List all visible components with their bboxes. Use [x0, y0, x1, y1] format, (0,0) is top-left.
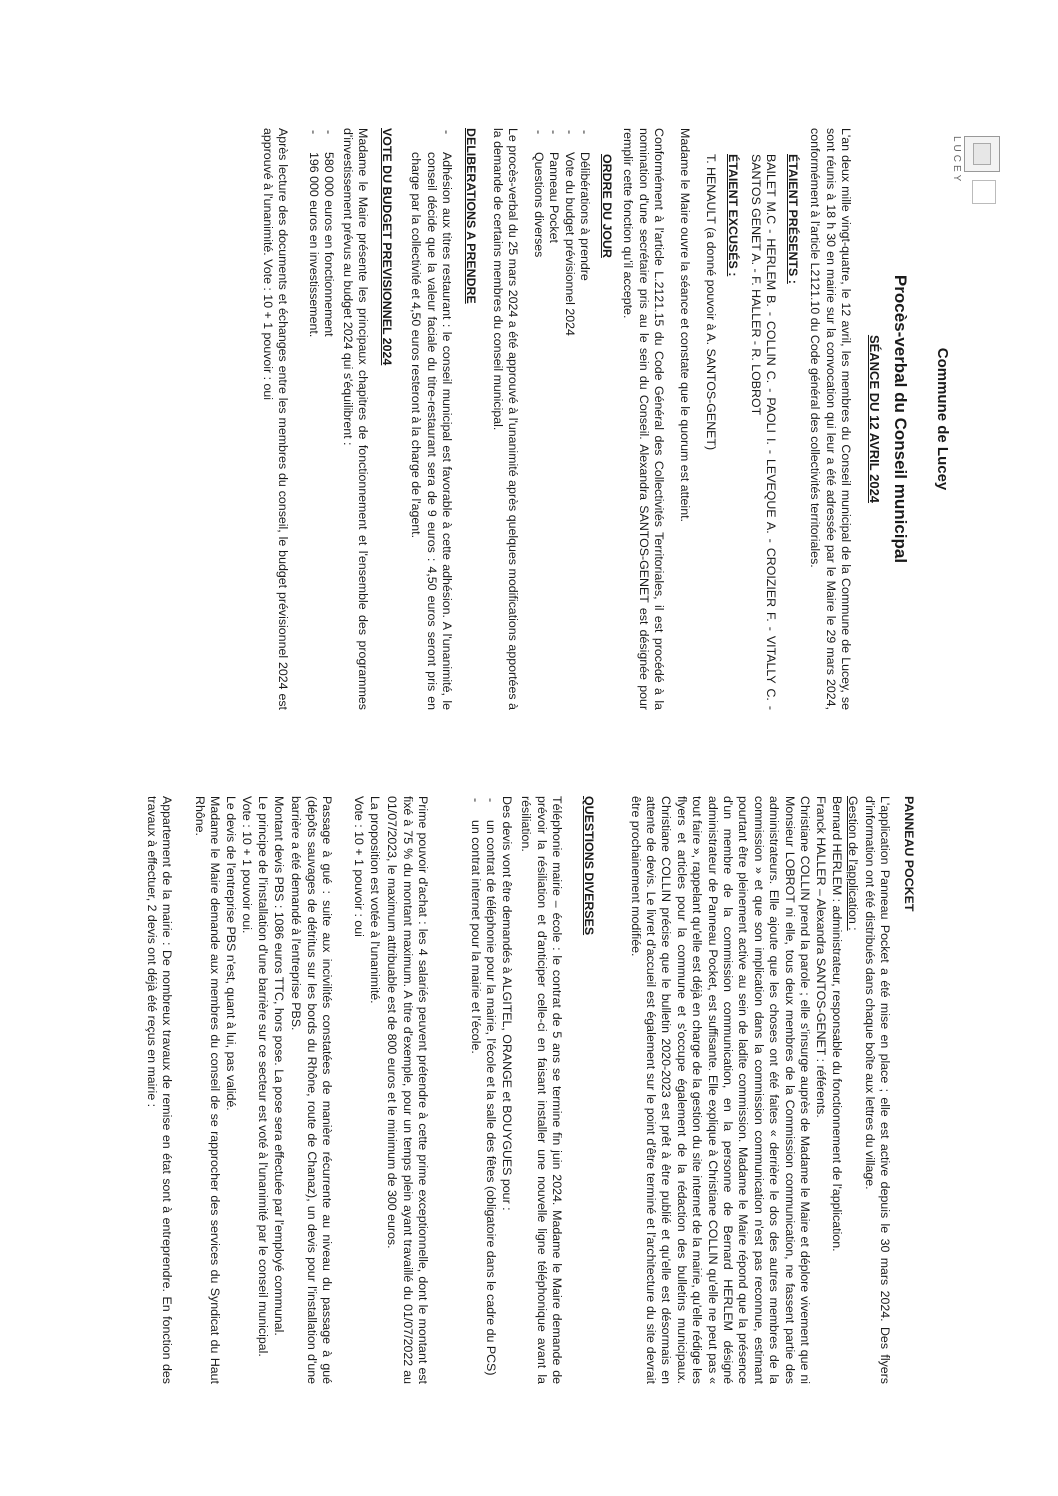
ordre-list	[530, 128, 592, 688]
ordre-heading: ORDRE DU JOUR	[600, 154, 614, 258]
passage-devis: Montant devis PBS : 1086 euros TTC, hors pose. La pose sera effectuée par l'employé communal.	[272, 796, 286, 1336]
gestion-referents: Franck HALLER – Alexandra SANTOS-GENET : référents.	[814, 796, 828, 1118]
panneau-heading: PANNEAU POCKET	[902, 796, 916, 912]
collin-paragraph: Christiane COLLIN prend la parole ; elle s'insurge auprès de Madame le Maire et déplore vivement que ni Monsieur LOBROT ni elle, tous deux membres de la Commission communication, ne fassent partie des administrateurs. Elle ajoute que les choses ont été faites « derrière le dos des autres membres de la commission » et que son implication dans la commission communication n'est pas reconnue, estimant pourtant être pleinement active au sein de ladite commission. Madame le Maire répond que la présence d'un membre de la commission communication, en la personne de Bernard HERLEM désigné administrateur de Panneau Pocket, est suffisante. Elle explique à Christiane COLLIN qu'elle ne peut pas « tout faire », rappelant qu'elle est déjà en charge de la gestion du site internet de la mairie, qu'elle rédige les flyers et articles pour la commune et s'occupe également de la rédaction des bulletins municipaux. Christiane COLLIN précise que le bulletin 2020-2023 est prêt à être publié et qu'elle est désormais en attente de devis. Le livret d'accueil est également sur le point d'être terminé et l'architecture du site devrait être prochainement modifiée.	[628, 796, 812, 1384]
prime-vote: Vote : 10 + 1 pouvoir : oui	[352, 796, 366, 937]
list-item: - Questions diverses	[530, 128, 545, 688]
devis-intro: Des devis vont être demandés à ALGITEL, ORANGE et BOUYGUES pour :	[500, 796, 514, 1211]
appartement-paragraph: Appartement de la mairie : De nombreux travaux de remise en état sont à entreprendre. En fonction des travaux à effectuer, 2 devis ont déjà été reçus en mairie :	[144, 796, 174, 1384]
presents-list: BAILET M.C - HERLEM B. - COLLIN C. - PAOLI I. - LEVEQUE A. - CROIZIER F. - VITALLY C. - SANTOS GENET A. - F. HALLER - R. LOBROT	[748, 154, 778, 710]
list-item: - Panneau Pocket	[546, 128, 561, 688]
passage-paragraph: Passage à gué : suite aux incivilités constatées de manière récurrente au niveau du passage à gué (dépôts sauvages de détritus sur les bords du Rhône, route de Chanaz), un devis pour l'installation d'une barrière a été demandé à l'entreprise PBS.	[289, 796, 334, 1384]
list-item: - un contrat de téléphonie pour la mairie, l'école et la salle des fêtes (obligatoire dans le cadre du PCS)	[483, 796, 498, 1384]
presents-heading: ÉTAIENT PRÉSENTS :	[786, 154, 800, 284]
commune-name: Commune de Lucey	[934, 347, 951, 491]
list-item: - Adhésion aux titres restaurant : le conseil municipal est favorable à cette adhésion. A l'unanimité, le conseil décide que la valeur faciale du titre-restaurant sera de 9 euros : 4,50 euros seront pris en charge par la collectivité et 4,50 euros resteront à la charge de l'agent.	[408, 128, 454, 710]
panneau-paragraph: L'application Panneau Pocket a été mise en place ; elle est active depuis le 30 mars 2024. Des flyers d'information ont été distribués dans chaque boîte aux lettres du village.	[862, 796, 892, 1384]
seance-date: SÉANCE DU 12 AVRIL 2024	[867, 334, 882, 504]
deliberations-list	[408, 128, 454, 710]
logo-side-mark	[972, 180, 996, 204]
budget-paragraph: Madame le Maire présente les principaux chapitres de fonctionnement et l'ensemble des programmes d'investissement prévus au budget 2024 qui s'équilibrent :	[340, 128, 370, 710]
list-item: - 580 000 euros en fonctionnement	[321, 128, 336, 688]
gestion-admin: Bernard HERLEM : administrateur, responsable du fonctionnement de l'application.	[830, 796, 844, 1252]
passage-syndicat: Madame le Maire demande aux membres du conseil de se rapprocher des services du Syndicat du Haut Rhône.	[192, 796, 222, 1384]
list-item: - un contrat internet pour la mairie et l'école.	[467, 796, 482, 1384]
pv-approval-paragraph: Le procès-verbal du 25 mars 2024 a été approuvé à l'unanimité après quelques modifications apportées à la demande de certains membres du conseil municipal.	[490, 128, 520, 710]
prime-vote-result: La proposition est votée à l'unanimité.	[368, 796, 382, 1004]
logo-emblem-icon	[964, 136, 1000, 172]
passage-principe: Le principe de l'installation d'une barrière sur ce secteur est voté à l'unanimité par le conseil municipal.	[256, 796, 270, 1357]
questions-heading: QUESTIONS DIVERSES	[582, 796, 596, 936]
passage-vote: Vote : 10 + 1 pouvoir oui.	[240, 796, 254, 934]
secretaire-paragraph: Conformément à l'article L.2121.15 du Code Général des Collectivités Territoriales, il est procédé à la nomination d'une secrétaire pris au le sein du Conseil. Alexandra SANTOS-GENET est désignée pour remplir cette fonction qu'il accepte.	[621, 128, 666, 710]
gestion-heading: Gestion de l'application :	[846, 796, 860, 931]
excuses-heading: ÉTAIENT EXCUSÉS :	[726, 154, 740, 277]
quorum-text: Madame le Maire ouvre la séance et constate que le quorum est atteint.	[678, 128, 692, 522]
devis-list	[467, 796, 498, 1384]
logo-text: LUCEY	[951, 136, 962, 185]
intro-paragraph: L'an deux mille vingt-quatre, le 12 avril, les membres du Conseil municipal de la Commune de Lucey, se sont réunis à 18 h 30 en mairie sur la convocation qui leur a été adressée par le Maire le 29 mars 2024, conformément à l'article L2121.10 du Code général des collectivités territoriales.	[808, 128, 853, 710]
excuses-list: T. HENAULT (a donné pouvoir à A. SANTOS-GENET)	[704, 154, 718, 451]
list-item: - Délibérations à prendre	[577, 128, 592, 688]
telephonie-paragraph: Téléphonie mairie – école : le contrat de 5 ans se termine fin juin 2024. Madame le Maire demande de prévoir la résiliation et d'anticiper celle-ci en faisant installer une nouvelle ligne téléphonique avant la résiliation.	[519, 796, 564, 1384]
list-item: - Vote du budget prévisionnel 2024	[561, 128, 576, 688]
budget-heading: VOTE DU BUDGET PREVISIONNEL 2024	[380, 128, 394, 366]
passage-devis-refus: Le devis de l'entreprise PBS n'est, quant à lui, pas validé.	[224, 796, 238, 1111]
list-item: - 196 000 euros en investissement.	[305, 128, 320, 688]
deliberations-heading: DELIBERATIONS A PRENDRE	[464, 128, 478, 304]
prime-paragraph: Prime pouvoir d'achat : les 4 salariés peuvent prétendre à cette prime exceptionnelle, dont le montant est fixé à 75 % du montant maximum. A titre d'exemple, pour un temps plein ayant travaillé du 01/07/2022 au 01/07/2023, le maximum attribuable est de 800 euros et le minimum de 300 euros.	[385, 796, 430, 1384]
budget-list	[305, 128, 336, 688]
budget-vote-paragraph: Après lecture des documents et échanges entre les membres du conseil, le budget prévisionnel 2024 est approuvé à l'unanimité. Vote : 10 + 1 pouvoir : oui	[260, 128, 290, 710]
page-title: Procès-verbal du Conseil municipal	[891, 274, 910, 564]
